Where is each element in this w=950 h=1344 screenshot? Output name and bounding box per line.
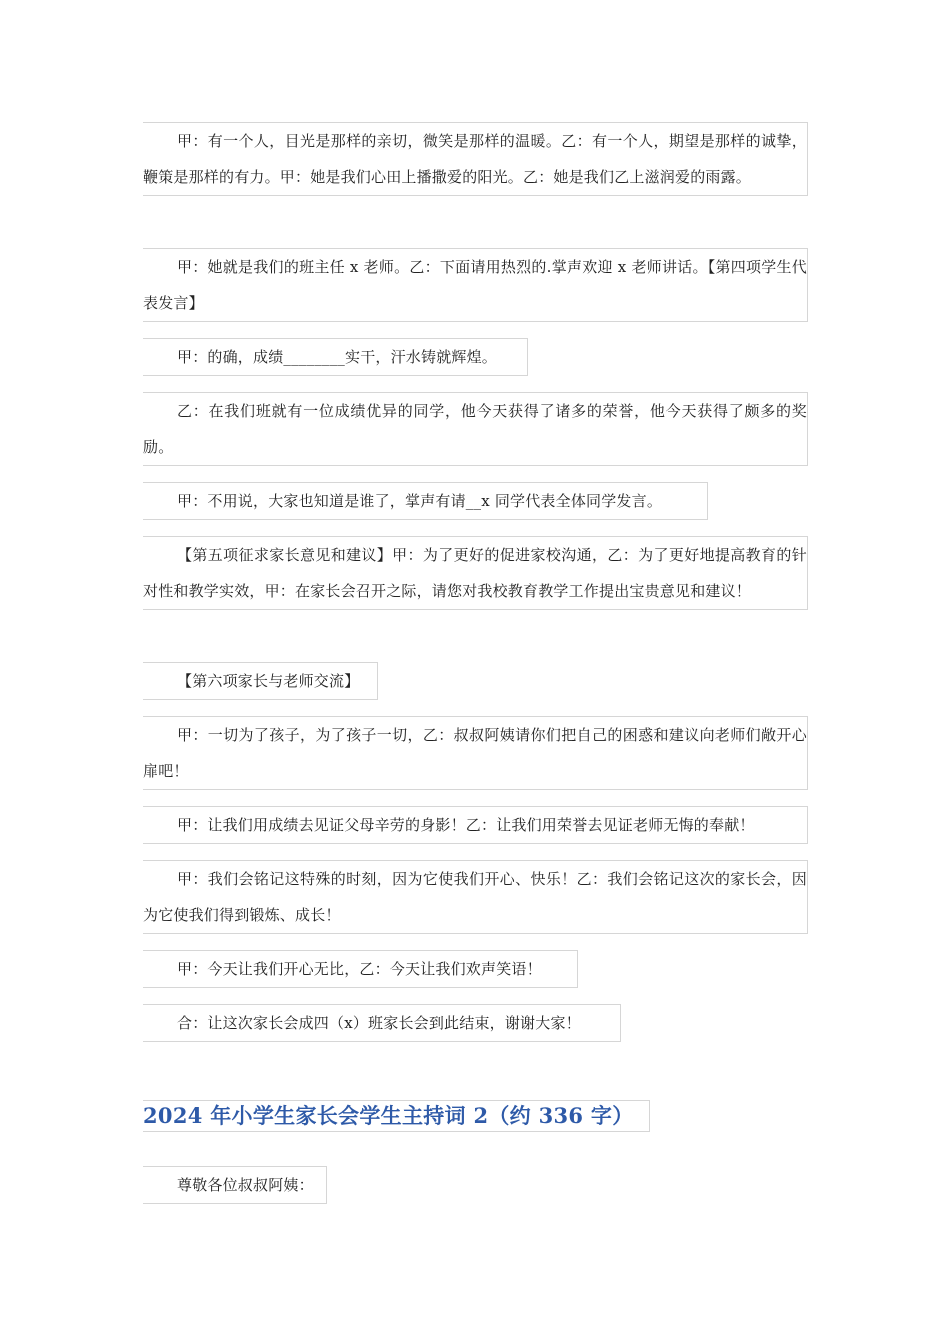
paragraph-9: 甲：让我们用成绩去见证父母辛劳的身影！乙：让我们用荣誉去见证老师无悔的奉献！ — [143, 806, 808, 844]
paragraph-6: 【第五项征求家长意见和建议】甲：为了更好的促进家校沟通，乙：为了更好地提高教育的针对性和教学实效，甲：在家长会召开之际，请您对我校教育教学工作提出宝贵意见和建议！ — [143, 536, 808, 610]
paragraph-8: 甲：一切为了孩子，为了孩子一切，乙：叔叔阿姨请你们把自己的困惑和建议向老师们敞开心扉吧！ — [143, 716, 808, 790]
paragraph-greeting: 尊敬各位叔叔阿姨： — [143, 1166, 327, 1204]
paragraph-2: 甲：她就是我们的班主任 x 老师。乙：下面请用热烈的.掌声欢迎 x 老师讲话。【第四项学生代表发言】 — [143, 248, 808, 322]
paragraph-5: 甲：不用说，大家也知道是谁了，掌声有请__x 同学代表全体同学发言。 — [143, 482, 708, 520]
paragraph-1: 甲：有一个人，目光是那样的亲切，微笑是那样的温暖。乙：有一个人，期望是那样的诚挚，鞭策是那样的有力。甲：她是我们心田上播撒爱的阳光。乙：她是我们乙上滋润爱的雨露。 — [143, 122, 808, 196]
paragraph-12: 合：让这次家长会成四（x）班家长会到此结束，谢谢大家！ — [143, 1004, 621, 1042]
paragraph-11: 甲：今天让我们开心无比，乙：今天让我们欢声笑语！ — [143, 950, 578, 988]
paragraph-4: 乙：在我们班就有一位成绩优异的同学，他今天获得了诸多的荣誉，他今天获得了颇多的奖励。 — [143, 392, 808, 466]
paragraph-7: 【第六项家长与老师交流】 — [143, 662, 378, 700]
paragraph-3: 甲：的确，成绩________实干，汗水铸就辉煌。 — [143, 338, 528, 376]
paragraph-10: 甲：我们会铭记这特殊的时刻，因为它使我们开心、快乐！乙：我们会铭记这次的家长会，因为它使我们得到锻炼、成长！ — [143, 860, 808, 934]
section-heading: 2024 年小学生家长会学生主持词 2（约 336 字） — [143, 1100, 650, 1132]
